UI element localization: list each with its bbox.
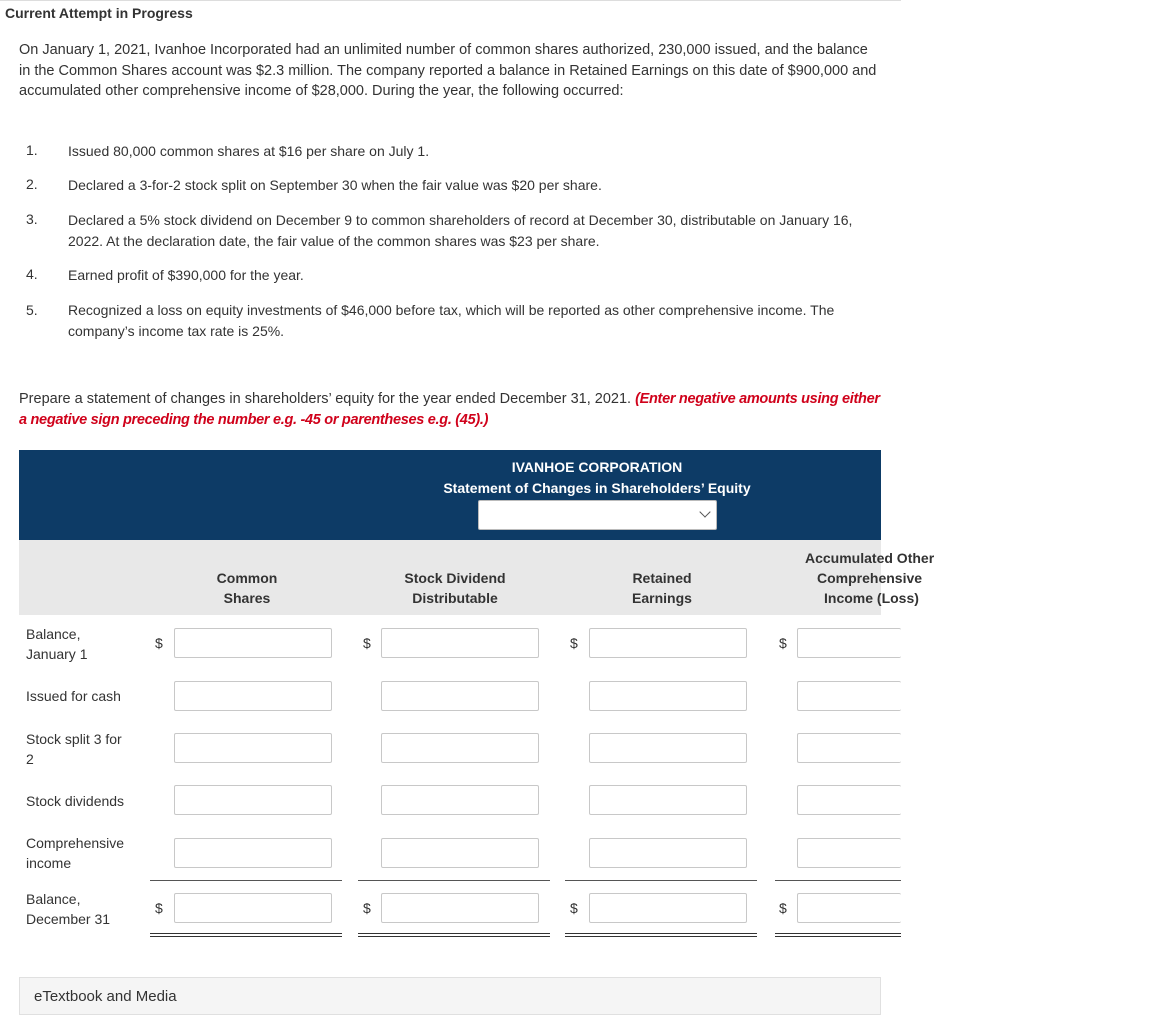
subtotal-rule xyxy=(565,880,757,881)
event-text: Recognized a loss on equity investments of $46,000 before tax, which will be reported as other comprehensive income. The company’s income tax rate is 25%. xyxy=(68,302,835,339)
dollar-sign: $ xyxy=(779,900,787,916)
row-label-stock-split: Stock split 3 for 2 xyxy=(26,731,122,767)
stock-dividend-ci-input[interactable] xyxy=(381,838,539,868)
event-number: 3. xyxy=(26,211,38,227)
event-number: 4. xyxy=(26,266,38,282)
row-label-balance-dec31: Balance, December 31 xyxy=(26,891,111,927)
common-shares-issued-input[interactable] xyxy=(174,681,332,711)
attempt-status: Current Attempt in Progress xyxy=(5,5,193,21)
top-divider xyxy=(0,0,901,1)
dollar-sign: $ xyxy=(570,900,578,916)
column-header-row xyxy=(19,540,935,615)
retained-earnings-dividends-input[interactable] xyxy=(589,785,747,815)
period-select[interactable] xyxy=(478,500,717,530)
common-shares-balance-dec31-input[interactable] xyxy=(174,893,332,923)
event-text: Issued 80,000 common shares at $16 per share on July 1. xyxy=(68,143,430,159)
stock-dividend-issued-input[interactable] xyxy=(381,681,539,711)
subtotal-rule xyxy=(150,880,342,881)
aoci-issued-input[interactable] xyxy=(797,681,901,711)
event-text: Earned profit of $390,000 for the year. xyxy=(68,267,304,283)
instruction-hint: (Enter negative amounts using either a negative sign preceding the number e.g. -45 or parentheses e.g. (45).) xyxy=(19,391,880,428)
etextbook-media-label: eTextbook and Media xyxy=(34,988,177,1005)
total-double-rule xyxy=(358,933,550,937)
retained-earnings-balance-dec31-input[interactable] xyxy=(589,893,747,923)
row-label-balance-jan1: Balance, January 1 xyxy=(26,626,88,662)
column-header-retained-earnings: Retained Earnings xyxy=(632,570,692,606)
statement-header xyxy=(19,450,881,540)
stock-dividend-balance-jan1-input[interactable] xyxy=(381,628,539,658)
aoci-ci-input[interactable] xyxy=(797,838,901,868)
column-header-common-shares: Common Shares xyxy=(216,570,278,606)
row-label-issued-for-cash: Issued for cash xyxy=(26,688,121,704)
stock-dividend-dividends-input[interactable] xyxy=(381,785,539,815)
dollar-sign: $ xyxy=(363,900,371,916)
etextbook-media-section[interactable] xyxy=(19,977,881,1015)
problem-intro: On January 1, 2021, Ivanhoe Incorporated had an unlimited number of common shares authorized, 230,000 issued, and the balance in the Common Shares account was $2.3 million. The company reported a balance in Retained Earnings on this date of $900,000 and accumulated other comprehensive income of $28,000. During the year, the following occurred: xyxy=(19,42,877,99)
dollar-sign: $ xyxy=(155,635,163,651)
aoci-split-input[interactable] xyxy=(797,733,901,763)
column-header-aoci: Accumulated Other Comprehensive Income (Loss) xyxy=(805,550,935,606)
retained-earnings-balance-jan1-input[interactable] xyxy=(589,628,747,658)
aoci-dividends-input[interactable] xyxy=(797,785,901,815)
instruction xyxy=(19,389,889,431)
common-shares-balance-jan1-input[interactable] xyxy=(174,628,332,658)
row-label-stock-dividends: Stock dividends xyxy=(26,793,125,809)
retained-earnings-issued-input[interactable] xyxy=(589,681,747,711)
total-double-rule xyxy=(150,933,342,937)
instruction-text: Prepare a statement of changes in shareholders’ equity for the year ended December 31, 2021. xyxy=(19,391,632,407)
dollar-sign: $ xyxy=(363,635,371,651)
retained-earnings-split-input[interactable] xyxy=(589,733,747,763)
chevron-down-icon xyxy=(699,506,710,517)
subtotal-rule xyxy=(358,880,550,881)
company-name: IVANHOE CORPORATION xyxy=(511,459,683,475)
common-shares-ci-input[interactable] xyxy=(174,838,332,868)
total-double-rule xyxy=(565,933,757,937)
event-text: Declared a 5% stock dividend on December 9 to common shareholders of record at December 30, distributable on January 16, 2022. At the declaration date, the fair value of the common shares was $23 per share. xyxy=(68,212,853,249)
event-number: 5. xyxy=(26,302,38,318)
dollar-sign: $ xyxy=(155,900,163,916)
stock-dividend-balance-dec31-input[interactable] xyxy=(381,893,539,923)
stock-dividend-split-input[interactable] xyxy=(381,733,539,763)
row-label-comprehensive-income: Comprehensive income xyxy=(26,835,125,871)
aoci-balance-jan1-input[interactable] xyxy=(797,628,901,658)
total-double-rule xyxy=(775,933,901,937)
event-text: Declared a 3-for-2 stock split on September 30 when the fair value was $20 per share. xyxy=(68,177,602,193)
aoci-balance-dec31-input[interactable] xyxy=(797,893,901,923)
dollar-sign: $ xyxy=(779,635,787,651)
common-shares-dividends-input[interactable] xyxy=(174,785,332,815)
column-header-stock-dividend: Stock Dividend Distributable xyxy=(404,570,506,606)
dollar-sign: $ xyxy=(570,635,578,651)
event-number: 2. xyxy=(26,176,38,192)
common-shares-split-input[interactable] xyxy=(174,733,332,763)
event-number: 1. xyxy=(26,142,38,158)
subtotal-rule xyxy=(775,880,901,881)
retained-earnings-ci-input[interactable] xyxy=(589,838,747,868)
statement-title: Statement of Changes in Shareholders’ Equity xyxy=(443,480,751,496)
